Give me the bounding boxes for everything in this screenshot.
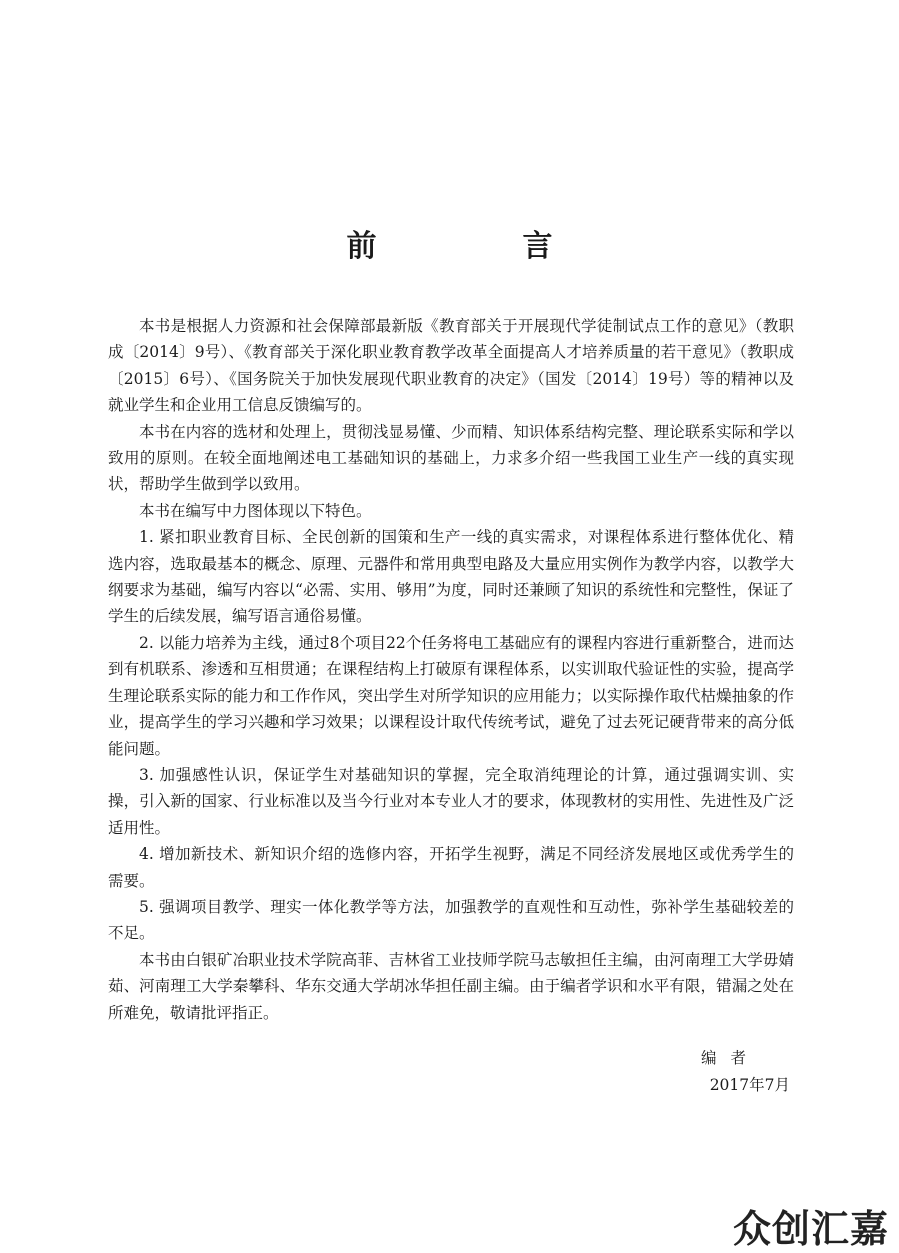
paragraph-4: 1. 紧扣职业教育目标、全民创新的国策和生产一线的真实需求，对课程体系进行整体优化、精选内容，选取最基本的概念、原理、元器件和常用典型电路及大量应用实例作为教学内容，以教学大纲要求为基础，编写内容以“必需、实用、够用”为度，同时还兼顾了知识的系统性和完整性，保证了学生的后续发展，编写语言通俗易懂。 <box>108 528 794 626</box>
page-title: 前 言 <box>346 229 611 264</box>
paragraph-5: 2. 以能力培养为主线，通过8个项目22个任务将电工基础应有的课程内容进行重新整合，进而达到有机联系、渗透和互相贯通；在课程结构上打破原有课程体系，以实训取代验证性的实验，提高学生理论联系实际的能力和工作作风，突出学生对所学知识的应用能力；以实际操作取代枯燥抽象的作业，提高学生的学习兴趣和学习效果；以课程设计取代传统考试，避免了过去死记硬背带来的高分低能问题。 <box>108 633 794 758</box>
paragraph-9: 本书由白银矿冶职业技术学院高菲、吉林省工业技师学院马志敏担任主编，由河南理工大学毋婧茹、河南理工大学秦攀科、华东交通大学胡冰华担任副主编。由于编者学识和水平有限，错漏之处在所难免，敬请批评指正。 <box>108 950 794 1022</box>
watermark-logo: 众创汇嘉 <box>732 1207 889 1251</box>
paragraph-3: 本书在编写中力图体现以下特色。 <box>139 501 372 520</box>
signature-date: 2017年7月 <box>709 1076 790 1094</box>
paragraph-7: 4. 增加新技术、新知识介绍的选修内容，开拓学生视野，满足不同经济发展地区或优秀学生的需要。 <box>108 845 794 890</box>
signature-block <box>600 1045 790 1099</box>
preface-body <box>108 313 794 1026</box>
paragraph-8: 5. 强调项目教学、理实一体化教学等方法，加强教学的直观性和互动性，弥补学生基础较差的不足。 <box>108 897 794 943</box>
paragraph-6: 3. 加强感性认识，保证学生对基础知识的掌握，完全取消纯理论的计算，通过强调实训、实操，引入新的国家、行业标准以及当今行业对本专业人才的要求，体现教材的实用性、先进性及广泛适用性。 <box>108 765 794 837</box>
paragraph-2: 本书在内容的选材和处理上，贯彻浅显易懂、少而精、知识体系结构完整、理论联系实际和学以致用的原则。在较全面地阐述电工基础知识的基础上，力求多介绍一些我国工业生产一线的真实现状，帮助学生做到学以致用。 <box>108 422 794 494</box>
paragraph-1: 本书是根据人力资源和社会保障部最新版《教育部关于开展现代学徒制试点工作的意见》（教职成〔2014〕9号）、《教育部关于深化职业教育教学改革全面提高人才培养质量的若干意见》（教职成〔2015〕6号）、《国务院关于加快发展现代职业教育的决定》（国发〔2014〕19号）等的精神以及就业学生和企业用工信息反馈编写的。 <box>108 317 794 415</box>
signature-author: 编者 <box>700 1049 760 1067</box>
